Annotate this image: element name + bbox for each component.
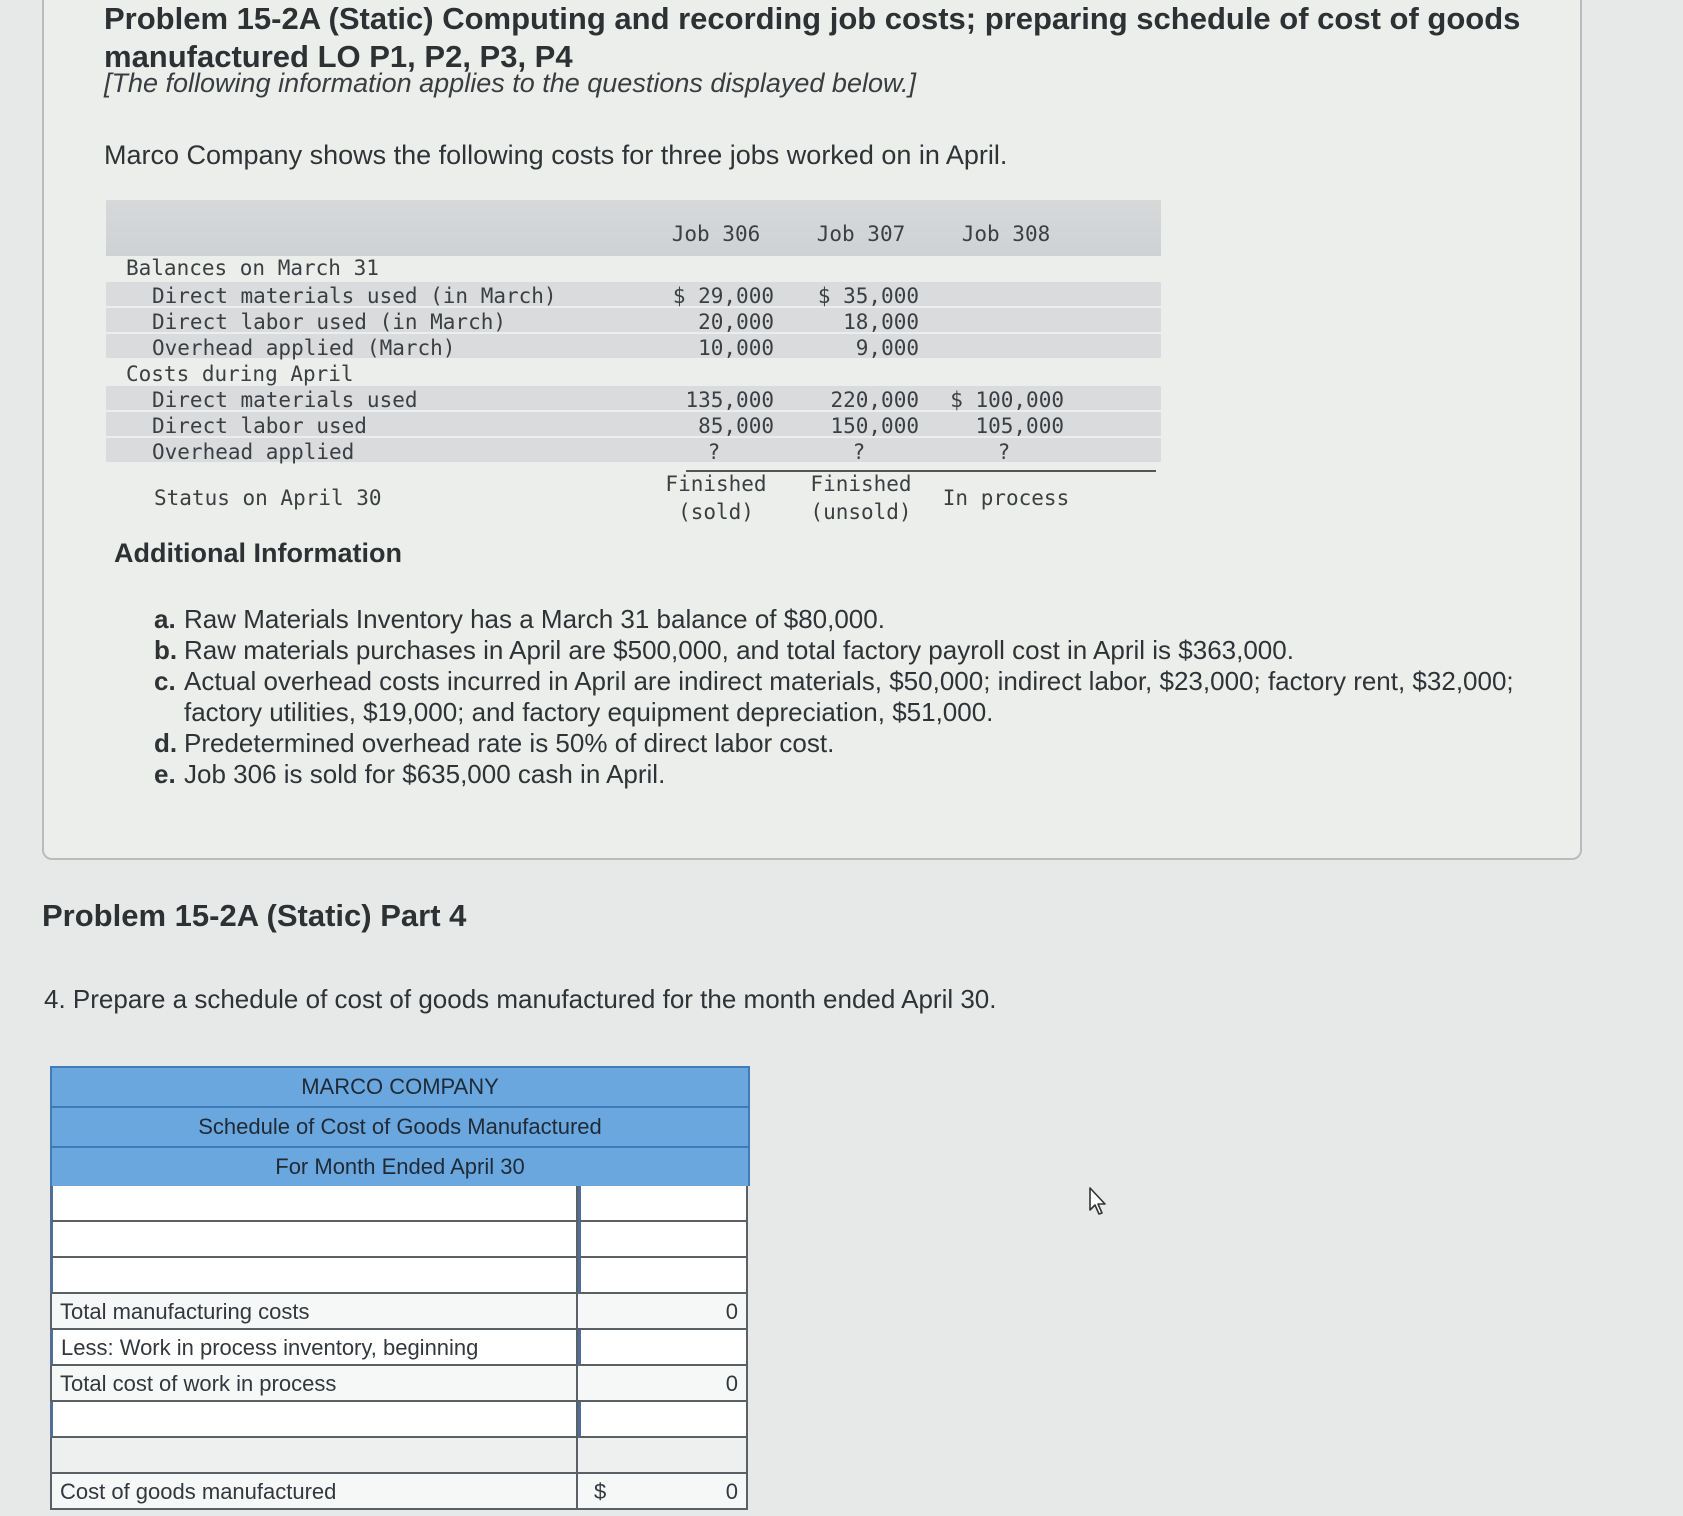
row-label: Costs during April: [126, 362, 354, 386]
row-value: 135,000: [685, 388, 774, 412]
job-costs-table: [106, 200, 1161, 530]
row-value: 150,000: [830, 414, 919, 438]
row-label: Overhead applied: [152, 440, 355, 464]
schedule-row: [50, 1402, 750, 1438]
status-line: (sold): [678, 500, 754, 524]
status-label: Status on April 30: [154, 486, 382, 510]
list-item: [154, 666, 1544, 728]
column-header-job-308: Job 308: [961, 222, 1051, 246]
row-value: $ 29,000: [672, 284, 774, 308]
item-text: Raw Materials Inventory has a March 31 balance of $80,000.: [184, 604, 885, 634]
row-value: $ 100,000: [950, 388, 1064, 412]
amount-value: [578, 1438, 748, 1474]
row-value: 220,000: [830, 388, 919, 412]
row-label: Direct materials used (in March): [152, 284, 557, 308]
schedule-row: [50, 1474, 750, 1510]
item-text: Actual overhead costs incurred in April are indirect materials, $50,000; indirect labor, $23,000; factory rent, $32,000; factory utilities, $19,000; and factory equipment depreciation, $51,000.: [184, 666, 1514, 727]
row-value: ?: [852, 440, 866, 464]
schedule-period: For Month Ended April 30: [50, 1146, 750, 1186]
item-text: Raw materials purchases in April are $500,000, and total factory payroll cost in April is $363,000.: [184, 635, 1294, 665]
list-item: [154, 604, 1544, 635]
status-line: In process: [942, 486, 1070, 510]
row-value: ?: [707, 440, 721, 464]
status-job-306: [646, 470, 786, 526]
schedule-row: [50, 1294, 750, 1330]
list-item: [154, 759, 1544, 790]
item-letter: e.: [154, 759, 176, 789]
line-item-input[interactable]: [50, 1222, 578, 1258]
cogm-schedule: [50, 1066, 750, 1510]
amount-input[interactable]: [578, 1186, 748, 1222]
row-label: Balances on March 31: [126, 256, 379, 280]
row-value: 20,000: [698, 310, 774, 334]
row-value: ?: [997, 440, 1011, 464]
row-value: 10,000: [698, 336, 774, 360]
part-title: Problem 15-2A (Static) Part 4: [42, 898, 467, 933]
line-item-input[interactable]: [50, 1186, 578, 1222]
amount-text: 0: [725, 1479, 738, 1504]
amount-value: [578, 1474, 748, 1510]
line-item-label: Total cost of work in process: [50, 1366, 578, 1402]
line-item-label: Cost of goods manufactured: [50, 1474, 578, 1510]
item-letter: a.: [154, 604, 176, 634]
problem-title: Problem 15-2A (Static) Computing and recording job costs; preparing schedule of cost of goods manufactured LO P1, P2, P3, P4: [104, 1, 1521, 74]
intro-text: Marco Company shows the following costs for three jobs worked on in April.: [104, 140, 1008, 170]
mouse-cursor-icon: [1088, 1186, 1110, 1216]
item-text: Predetermined overhead rate is 50% of direct labor cost.: [184, 728, 835, 758]
amount-value: [578, 1366, 748, 1402]
row-value: 105,000: [975, 414, 1064, 438]
currency-symbol: $: [594, 1479, 607, 1504]
list-item: [154, 635, 1544, 666]
row-value: 85,000: [698, 414, 774, 438]
amount-text: 0: [725, 1371, 738, 1396]
item-letter: d.: [154, 728, 178, 758]
item-text: Job 306 is sold for $635,000 cash in April.: [184, 759, 666, 789]
amount-input[interactable]: [578, 1330, 748, 1366]
schedule-title: Schedule of Cost of Goods Manufactured: [50, 1106, 750, 1146]
additional-info-list: [154, 604, 1544, 790]
line-item-label: Total manufacturing costs: [50, 1294, 578, 1330]
row-label: Direct materials used: [152, 388, 418, 412]
row-value: 9,000: [855, 336, 919, 360]
additional-info-title: Additional Information: [114, 538, 402, 568]
status-line: (unsold): [810, 500, 912, 524]
row-label: Direct labor used (in March): [152, 310, 507, 334]
line-item-input[interactable]: Less: Work in process inventory, beginning: [50, 1330, 578, 1366]
schedule-row: [50, 1330, 750, 1366]
status-job-308: [936, 484, 1076, 512]
amount-value: [578, 1294, 748, 1330]
status-line: Finished: [665, 472, 767, 496]
item-letter: c.: [154, 666, 176, 696]
amount-text: 0: [725, 1299, 738, 1324]
row-label: Direct labor used: [152, 414, 367, 438]
amount-input[interactable]: [578, 1258, 748, 1294]
schedule-row: [50, 1366, 750, 1402]
schedule-row: [50, 1222, 750, 1258]
row-value: $ 35,000: [817, 284, 919, 308]
line-item-input[interactable]: [50, 1258, 578, 1294]
schedule-company: MARCO COMPANY: [50, 1066, 750, 1106]
amount-input[interactable]: [578, 1402, 748, 1438]
question-text: 4. Prepare a schedule of cost of goods manufactured for the month ended April 30.: [44, 984, 997, 1014]
amount-input[interactable]: [578, 1222, 748, 1258]
schedule-row: [50, 1186, 750, 1222]
status-job-307: [791, 470, 931, 526]
line-item-label: [50, 1438, 578, 1474]
column-header-job-306: Job 306: [671, 222, 761, 246]
schedule-row: [50, 1258, 750, 1294]
row-value: 18,000: [843, 310, 919, 334]
column-header-job-307: Job 307: [816, 222, 906, 246]
line-item-input[interactable]: [50, 1402, 578, 1438]
row-label: Overhead applied (March): [152, 336, 456, 360]
item-letter: b.: [154, 635, 178, 665]
info-note: [The following information applies to the questions displayed below.]: [104, 68, 916, 98]
list-item: [154, 728, 1544, 759]
schedule-row: [50, 1438, 750, 1474]
status-line: Finished: [810, 472, 912, 496]
